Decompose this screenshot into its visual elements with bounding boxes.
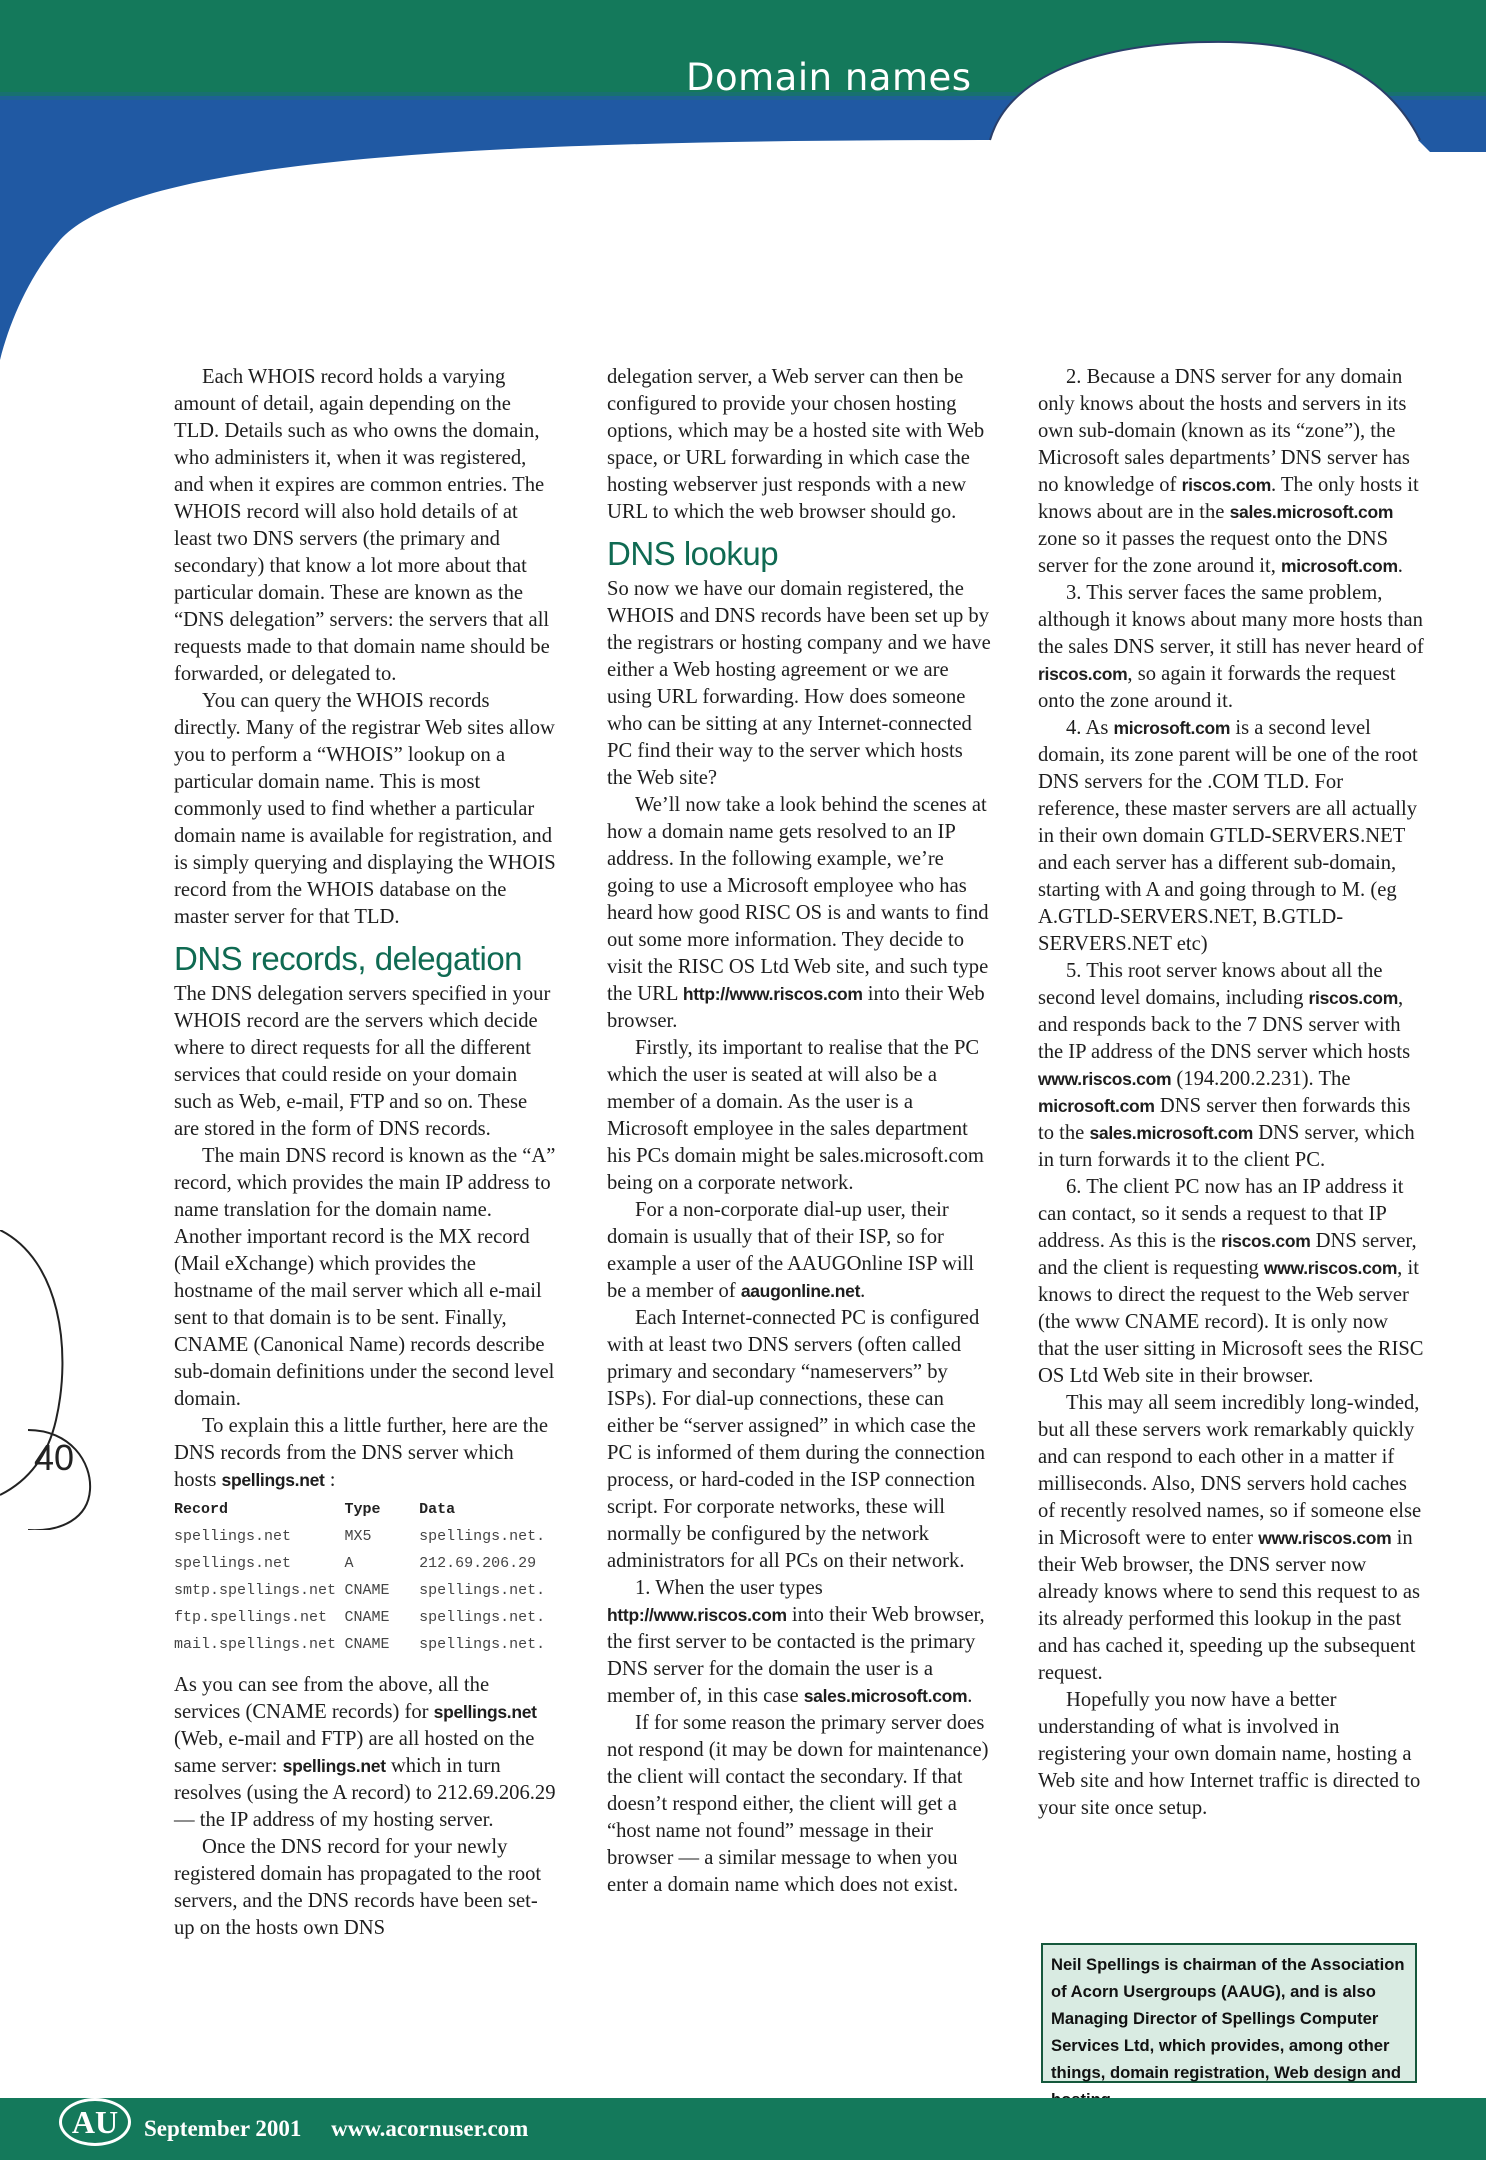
domain-tag: sales.microsoft.com [803, 1686, 968, 1706]
table-row [174, 1604, 557, 1631]
domain-tag: sales.microsoft.com [1229, 502, 1394, 522]
domain-tag: riscos.com [1221, 1231, 1311, 1251]
domain-tag: microsoft.com [1113, 718, 1231, 738]
domain-tag: sales.microsoft.com [1089, 1123, 1254, 1143]
domain-tag: www.riscos.com [1258, 1528, 1392, 1548]
table-cell: spellings.net. [419, 1609, 546, 1626]
domain-tag: riscos.com [1038, 664, 1128, 684]
paragraph: Firstly, its important to realise that the PC which the user is seated at will also be a member of a domain. As the user is a Microsoft employee in the sales department his PCs domain might be sales.microsoft.com being on a corporate network. [607, 1037, 984, 1194]
table-row [174, 1631, 557, 1658]
column-3 [1038, 364, 1424, 1822]
table-header-row [174, 1496, 557, 1523]
table-cell: MX5 [344, 1528, 372, 1545]
table-row [174, 1523, 557, 1550]
paragraph: 2. Because a DNS server for any domain only knows about the hosts and servers in its own sub-domain (known as its “zone”), the Microsoft sales departments’ DNS server has no knowledge of riscos.com. The only hosts it knows about are in the sales.microsoft.com zone so it passes the request onto the DNS server for the zone around it, microsoft.com. [1038, 366, 1419, 577]
paragraph: 4. As microsoft.com is a second level domain, its zone parent will be one of the root DNS servers for the .COM TLD. For reference, these master servers are all actually in their own domain GTLD-SERVERS.NET and each server has a different sub-domain, starting with A and going through to M. (eg A.GTLD-SERVERS.NET, B.GTLD-SERVERS.NET etc) [1038, 717, 1418, 955]
table-cell: CNAME [344, 1609, 390, 1626]
table-cell: 212.69.206.29 [419, 1555, 537, 1572]
table-cell: CNAME [344, 1636, 390, 1653]
column-1 [174, 364, 557, 1942]
paragraph: This may all seem incredibly long-winded, but all these servers work remarkably quickly and can respond to each other in a matter if milliseconds. Also, DNS servers hold caches of recently resolved names, so if someone else in Microsoft were to enter www.riscos.com in their Web browser, the DNS server now already knows where to send this request to as its already performed this lookup in the past and has cached it, speeding up the subsequent request. [1038, 1392, 1422, 1684]
table-header: Data [419, 1501, 456, 1518]
table-cell: spellings.net. [419, 1582, 546, 1599]
domain-tag: spellings.net [282, 1756, 386, 1776]
paragraph: 3. This server faces the same problem, although it knows about many more hosts than the sales DNS server, it still has never heard of riscos.com, so again it forwards the request onto the zone around it. [1038, 582, 1424, 712]
domain-tag: microsoft.com [1038, 1096, 1155, 1116]
section-title: Domain names [686, 56, 972, 99]
paragraph: To explain this a little further, here are the DNS records from the DNS server which hosts spellings.net : [174, 1415, 548, 1491]
domain-tag: riscos.com [1181, 475, 1271, 495]
domain-tag: www.riscos.com [1263, 1258, 1398, 1278]
paragraph: If for some reason the primary server does not respond (it may be down for maintenance) the client will contact the secondary. If that doesn’t respond either, the client will get a “host name not found” message in their browser — a similar message to when you enter a domain name which does not exist. [607, 1712, 989, 1896]
table-cell: spellings.net [174, 1528, 292, 1545]
author-bio-box: Neil Spellings is chairman of the Association of Acorn Usergroups (AAUG), and is also Managing Director of Spellings Computer Services Ltd, which provides, among other things, domain registration, Web design and [1041, 1943, 1417, 2083]
url-tag: http://www.riscos.com [607, 1605, 787, 1625]
paragraph: The main DNS record is known as the “A” record, which provides the main IP address to name translation for the domain name. Another important record is the MX record (Mail eXchange) which provides the hostname of the mail server which all e-mail sent to that domain is to be sent. Finally, CNAME (Canonical Name) records describe sub-domain definitions under the second level domain. [174, 1145, 556, 1410]
table-cell: spellings.net. [419, 1636, 546, 1653]
paragraph: We’ll now take a look behind the scenes at how a domain name gets resolved to an IP address. In the following example, we’re going to use a Microsoft employee who has heard how good RISC OS is and wants to find out some more information. They decide to visit the RISC OS Ltd Web site, and such type the URL http://www.riscos.com into their Web browser. [607, 794, 989, 1032]
table-cell: ftp.spellings.net [174, 1609, 328, 1626]
issue-date: September 2001 [144, 2116, 302, 2141]
paragraph: Each Internet-connected PC is configured with at least two DNS servers (often called primary and secondary “nameservers” by ISPs). For dial-up connections, these can either be “server assigned” in which case the PC is informed of them during the connection process, or hard-coded in the ISP connection script. For corporate networks, these will normally be configured by the network administrators for all PCs on their network. [607, 1307, 986, 1572]
domain-tag: microsoft.com [1281, 556, 1398, 576]
paragraph: For a non-corporate dial-up user, their domain is usually that of their ISP, so for example a user of the AAUGOnline ISP will be a member of aaugonline.net. [607, 1199, 974, 1302]
table-row [174, 1577, 557, 1604]
footer-text [144, 2104, 552, 2154]
paragraph: So now we have our domain registered, the WHOIS and DNS records have been set up by the registrars or hosting company and we have either a Web hosting agreement or we are using URL forwarding. How does someone who can be sitting at any Internet-connected PC find their way to the server which hosts the Web site? [607, 578, 991, 789]
paragraph: You can query the WHOIS records directly. Many of the registrar Web sites allow you to perform a “WHOIS” lookup on a particular domain name. This is most commonly used to find whether a particular domain name is available for registration, and is simply querying and displaying the WHOIS record from the WHOIS database on the master server for that TLD. [174, 690, 556, 928]
subheading-dns-records: DNS records, delegation [174, 940, 523, 977]
table-cell: A [344, 1555, 354, 1572]
table-cell: CNAME [344, 1582, 390, 1599]
domain-tag: riscos.com [1308, 988, 1398, 1008]
table-row [174, 1550, 557, 1577]
website-url: www.acornuser.com [331, 2116, 529, 2141]
au-logo-icon [56, 2088, 134, 2150]
column-2 [607, 364, 992, 1899]
domain-tag: www.riscos.com [1038, 1069, 1172, 1089]
page-number: 40 [33, 1437, 75, 1478]
logo-text: AU [71, 2104, 119, 2140]
domain-tag: spellings.net [221, 1470, 325, 1490]
table-cell: mail.spellings.net [174, 1636, 337, 1653]
dns-records-table [174, 1496, 557, 1658]
paragraph: 6. The client PC now has an IP address it can contact, so it sends a request to that IP address. As this is the riscos.com DNS server, and the client is requesting www.riscos.com, it knows to direct the request to the Web server (the www CNAME record). It is only now that the user sitting in Microsoft sees the RISC OS Ltd Web site in their browser. [1038, 1176, 1424, 1387]
table-cell: smtp.spellings.net [174, 1582, 337, 1599]
paragraph: As you can see from the above, all the services (CNAME records) for spellings.net (Web, e-mail and FTP) are all hosted on the same server: spellings.net which in turn resolves (using the A record) to 212.69.206.29 — the IP address of my hosting server. [174, 1674, 556, 1831]
domain-tag: spellings.net [433, 1702, 537, 1722]
paragraph: delegation server, a Web server can then be configured to provide your chosen hosting options, which may be a hosted site with Web space, or URL forwarding in which case the hosting webserver just responds with a new URL to which the web browser should go. [607, 366, 985, 523]
url-tag: http://www.riscos.com [682, 984, 863, 1004]
paragraph: The DNS delegation servers specified in your WHOIS record are the servers which decide where to direct requests for all the different services that could reside on your domain such as Web, e-mail, FTP and so on. These are stored in the form of DNS records. [174, 983, 551, 1140]
paragraph: 5. This root server knows about all the second level domains, including riscos.com, and responds back to the 7 DNS server with the IP address of the DNS server which hosts www.riscos.com (194.200.2.231). The microsoft.com DNS server then forwards this to the sales.microsoft.com DNS server, which in turn forwards it to the client PC. [1038, 960, 1415, 1171]
paragraph: Hopefully you now have a better understanding of what is involved in registering your own domain name, hosting a Web site and how Internet traffic is directed to your site once setup. [1038, 1689, 1421, 1819]
paragraph: 1. When the user types http://www.riscos.com into their Web browser, the first server to be contacted is the primary DNS server for the domain the user is a member of, in this case sales.microsoft.com. [607, 1577, 985, 1707]
table-header: Type [344, 1501, 381, 1518]
domain-tag: aaugonline.net [740, 1281, 861, 1301]
paragraph: Once the DNS record for your newly registered domain has propagated to the root servers, and the DNS records have been set-up on the hosts own DNS [174, 1836, 542, 1939]
table-cell: spellings.net. [419, 1528, 546, 1545]
subheading-dns-lookup: DNS lookup [607, 535, 779, 572]
paragraph: Each WHOIS record holds a varying amount of detail, again depending on the TLD. Details such as who owns the domain, who administers it, when it was registered, and when it expires are common entries. The WHOIS record will also hold details of at least two DNS servers (the primary and secondary) that know a lot more about that particular domain. These are known as the “DNS delegation” servers: the servers that all requests made to that domain name should be forwarded, or delegated to. [174, 366, 550, 685]
table-cell: spellings.net [174, 1555, 292, 1572]
table-header: Record [174, 1501, 229, 1518]
